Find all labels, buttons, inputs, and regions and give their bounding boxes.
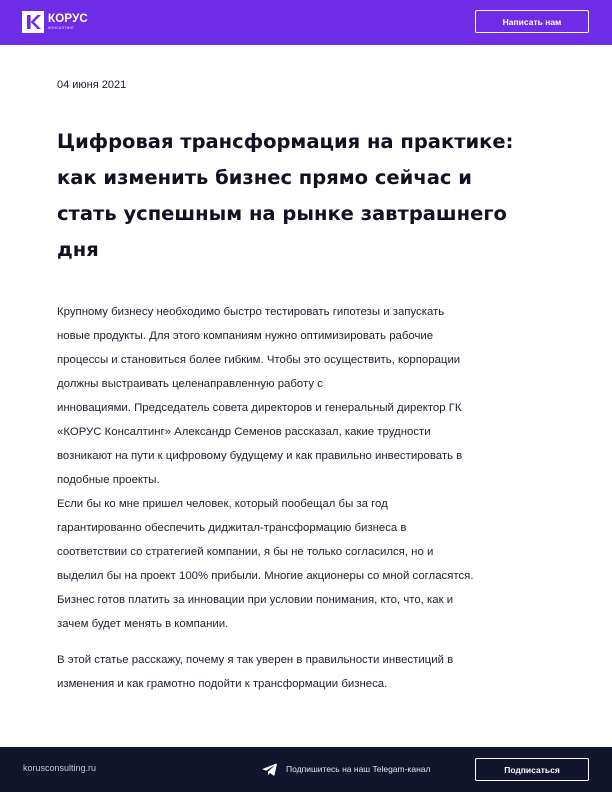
logo-subtitle: КОНСАЛТИНГ	[48, 26, 75, 30]
closing-paragraph	[57, 648, 555, 696]
text-line: инновациями. Председатель совета директоров и генеральный директор ГК	[57, 402, 462, 414]
text-line: изменения и как грамотно подойти к трансформации бизнеса.	[57, 678, 388, 690]
text-line: процессы и становиться более гибким. Чтобы это осуществить, корпорации	[57, 354, 461, 366]
top-bar	[0, 0, 612, 45]
text-line: зачем будет менять в компании.	[57, 618, 229, 630]
footer-bar	[0, 747, 612, 792]
logo[interactable]	[22, 11, 88, 33]
text-line: Если бы ко мне пришел человек, который пообещал бы за год	[57, 498, 388, 510]
telegram-subscribe-link[interactable]: Подпишитесь на наш Telegam-канал	[286, 764, 431, 774]
text-line: «КОРУС Консалтинг» Александр Семенов рассказал, какие трудности	[57, 426, 431, 438]
text-line: должны выстраивать целенаправленную работу с	[57, 378, 323, 390]
text-line: В этой статье расскажу, почему я так уверен в правильности инвестиций в	[57, 654, 454, 666]
telegram-icon[interactable]	[262, 763, 277, 776]
text-line: Бизнес готов платить за инновации при условии понимания, кто, что, как и	[57, 594, 454, 606]
subscribe-button[interactable]: Подписаться	[475, 758, 589, 781]
title-line: стать успешным на рынке завтрашнего	[57, 202, 507, 225]
title-line: Цифровая трансформация на практике:	[57, 130, 514, 153]
title-line: дня	[57, 238, 99, 261]
title-line: как изменить бизнес прямо сейчас и	[57, 166, 472, 189]
text-line: соответствии со стратегией компании, я бы не только согласился, но и	[57, 546, 434, 558]
text-line: выделил бы на проект 100% прибыли. Многие акционеры со мной согласятся.	[57, 570, 474, 582]
text-line: возникают на пути к цифровому будущему и как правильно инвестировать в	[57, 450, 463, 462]
logo-text	[48, 14, 88, 31]
korus-logo-icon	[22, 11, 44, 33]
quote-paragraph	[57, 492, 555, 636]
write-us-button[interactable]: Написать нам	[475, 10, 589, 33]
text-line: подобные проекты.	[57, 474, 160, 486]
text-line: гарантированно обеспечить диджитал-трансформацию бизнеса в	[57, 522, 407, 534]
publish-date: 04 июня 2021	[57, 79, 127, 91]
article-body	[57, 300, 555, 696]
site-link[interactable]: korusconsulting.ru	[23, 763, 97, 773]
article-title	[57, 124, 562, 268]
intro-paragraph	[57, 300, 555, 492]
logo-name: КОРУС	[48, 12, 88, 25]
text-line: новые продукты. Для этого компаниям нужно оптимизировать рабочие	[57, 330, 434, 342]
text-line: Крупному бизнесу необходимо быстро тестировать гипотезы и запускать	[57, 306, 445, 318]
